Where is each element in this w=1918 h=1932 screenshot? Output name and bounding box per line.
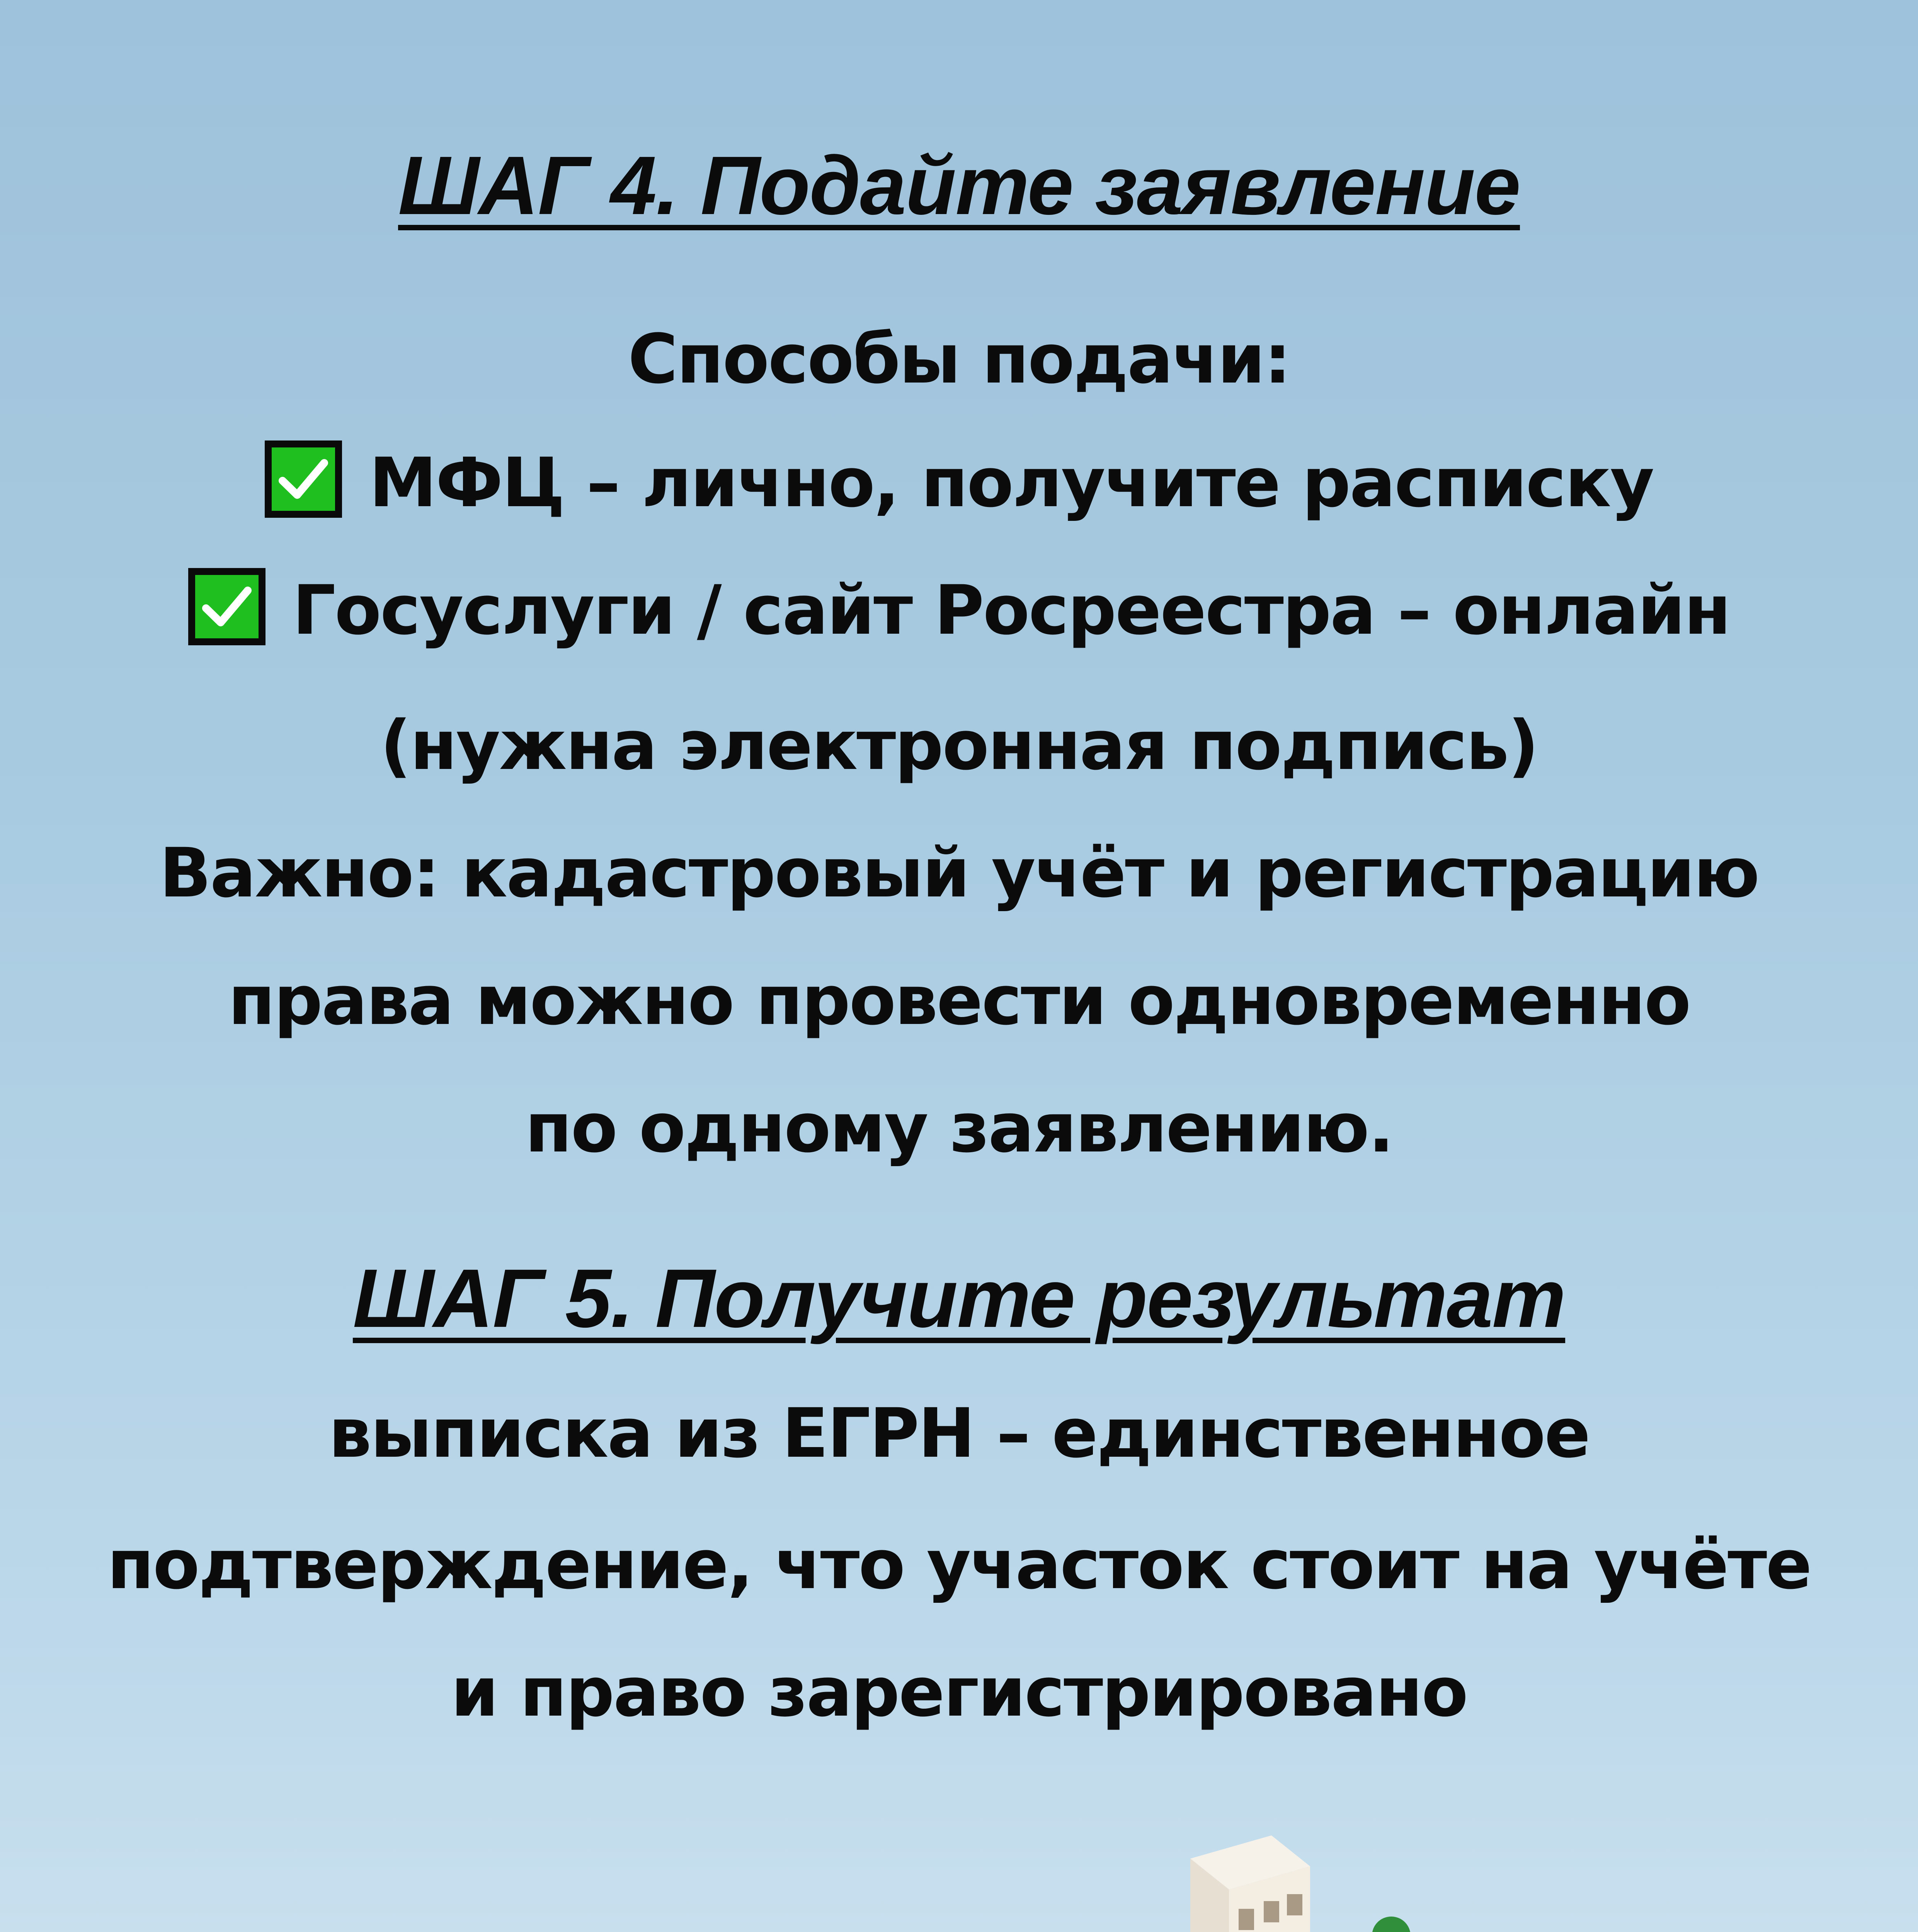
result-line-2: подтверждение, что участок стоит на учёте xyxy=(107,1525,1811,1604)
result-line-3: и право зарегистрировано xyxy=(451,1653,1467,1732)
clipboard-houses-illustration xyxy=(858,1808,1886,1932)
important-line-1: Важно: кадастровый учёт и регистрацию xyxy=(159,833,1759,913)
important-line-3: по одному заявлению. xyxy=(525,1088,1393,1168)
methods-label: Способы подачи: xyxy=(628,320,1290,399)
result-line-1: выписка из ЕГРН – единственное xyxy=(328,1394,1590,1473)
city-block-left xyxy=(870,1835,1411,1932)
method-note: (нужна электронная подпись) xyxy=(380,706,1538,785)
method-gosuslugi xyxy=(0,564,1918,657)
method-mfc-text: МФЦ – лично, получите расписку xyxy=(369,443,1653,522)
step5-heading: ШАГ 5. Получите результат xyxy=(352,1252,1566,1345)
method-mfc xyxy=(0,437,1918,529)
check-mark-icon xyxy=(188,568,265,645)
method-gosuslugi-text: Госуслуги / сайт Росреестра – онлайн xyxy=(292,571,1730,650)
important-line-2: права можно провести одновременно xyxy=(228,961,1690,1040)
step4-heading: ШАГ 4. Подайте заявление xyxy=(398,139,1520,232)
check-mark-icon xyxy=(265,440,342,518)
